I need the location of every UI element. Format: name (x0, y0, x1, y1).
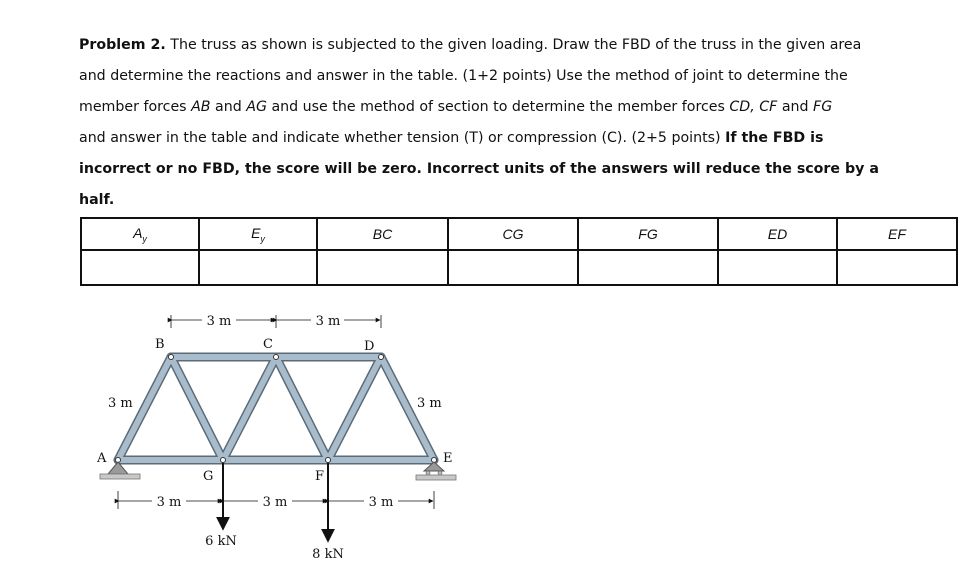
dim-bottom-1: 3 m (156, 495, 182, 510)
problem-line-4-bold: If the FBD is (725, 130, 824, 146)
dim-height-left: 3 m (108, 396, 133, 411)
truss-members-fill (118, 357, 434, 460)
problem-line-4 (79, 123, 899, 154)
label-c: C (263, 337, 273, 352)
header-ay (81, 218, 199, 250)
problem-line-3b: and (210, 99, 247, 115)
joint-d (379, 355, 384, 360)
dim-bottom-3: 3 m (368, 495, 394, 510)
header-ed: ED (718, 218, 837, 250)
member-cd-cf-ref: CD, CF (729, 99, 778, 115)
problem-line-3a: member forces (79, 99, 192, 115)
dim-bottom-2: 3 m (262, 495, 288, 510)
problem-line-3d: and (777, 99, 814, 115)
joint-f (326, 458, 331, 463)
header-ey (199, 218, 317, 250)
answer-cell-ay[interactable] (81, 250, 199, 285)
problem-line-2: and determine the reactions and answer in the table. (1+2 points) Use the method of joint to determine the (79, 68, 848, 84)
label-f: F (315, 469, 325, 484)
dim-height-right: 3 m (417, 396, 442, 411)
answer-cell-ef[interactable] (837, 250, 957, 285)
header-ef: EF (837, 218, 957, 250)
problem-line-4-text: and answer in the table and indicate whether tension (T) or compression (C). (2+5 points) (79, 130, 726, 146)
problem-line-5: incorrect or no FBD, the score will be zero. Incorrect units of the answers will reduce the score by a (79, 161, 879, 177)
top-dimension (171, 315, 381, 328)
joint-c (274, 355, 279, 360)
header-ay-main: A (133, 224, 143, 241)
truss-diagram (96, 300, 476, 562)
header-ey-main: E (251, 224, 261, 241)
member-ag-ref: AG (246, 99, 267, 115)
problem-line-3c: and use the method of section to determine the member forces (266, 99, 730, 115)
dim-top-right: 3 m (315, 314, 341, 329)
label-a: A (97, 451, 107, 466)
answer-table-input-row[interactable] (81, 250, 957, 285)
answer-cell-ey[interactable] (199, 250, 317, 285)
header-ey-sub: y (260, 233, 265, 244)
load-8kn-label: 8 kN (312, 547, 344, 562)
header-cg: CG (448, 218, 578, 250)
label-b: B (155, 337, 165, 352)
joint-b (169, 355, 174, 360)
answer-cell-ed[interactable] (718, 250, 837, 285)
problem-line-1 (79, 30, 899, 61)
joint-g (221, 458, 226, 463)
header-ay-sub: y (142, 233, 147, 244)
label-e: E (443, 451, 453, 466)
problem-label: Problem 2. (79, 37, 166, 53)
label-g: G (203, 469, 214, 484)
member-ab-ref: AB (191, 99, 211, 115)
answer-table (80, 217, 958, 286)
label-d: D (364, 339, 375, 354)
answer-cell-cg[interactable] (448, 250, 578, 285)
header-fg: FG (578, 218, 718, 250)
problem-line-6: half. (79, 192, 115, 208)
problem-line-3 (79, 92, 899, 123)
member-fg-ref: FG (813, 99, 833, 115)
header-bc: BC (317, 218, 448, 250)
dim-top-left: 3 m (206, 314, 232, 329)
problem-line-1-text: The truss as shown is subjected to the given loading. Draw the FBD of the truss in the given area (165, 37, 862, 53)
problem-statement (79, 30, 899, 216)
load-6kn-label: 6 kN (205, 534, 237, 549)
answer-cell-fg[interactable] (578, 250, 718, 285)
answer-table-header-row (81, 218, 957, 250)
answer-cell-bc[interactable] (317, 250, 448, 285)
